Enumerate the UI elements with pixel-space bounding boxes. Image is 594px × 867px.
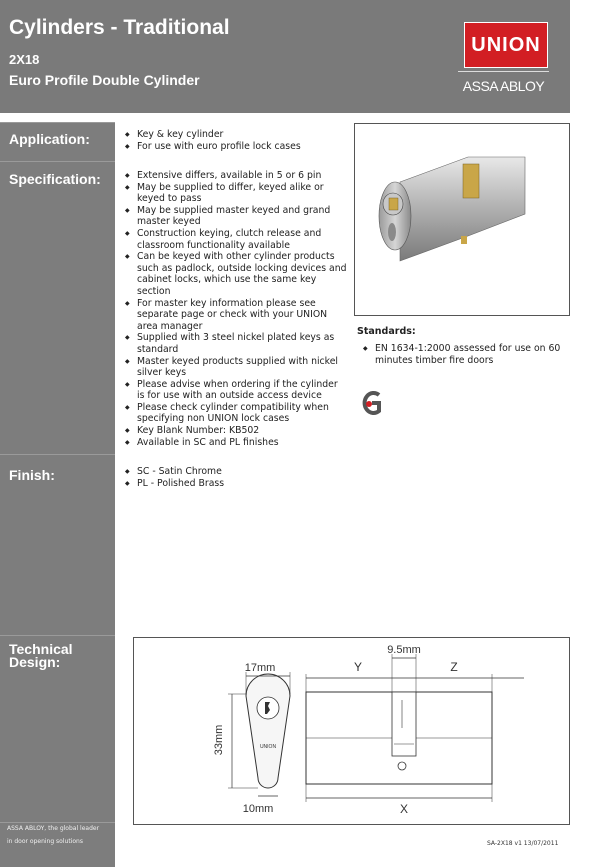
dim-y: Y [353, 660, 363, 674]
dimension-drawing [134, 638, 569, 824]
list-item: ◆ For master key information please see separate page or check with your UNION area manager [123, 298, 348, 333]
dim-17mm: 17mm [244, 662, 276, 674]
list-item: ◆ Available in SC and PL finishes [123, 437, 348, 449]
face-text: UNION [259, 744, 277, 750]
logo-text: UNION [471, 33, 541, 56]
product-photo [354, 123, 570, 316]
list-item: ◆ Please check cylinder compatibility when specifying non UNION lock cases [123, 402, 348, 425]
union-logo [464, 22, 548, 68]
product-code: 2X18 [9, 52, 40, 67]
page-title: Cylinders - Traditional [9, 16, 230, 39]
section-divider [0, 122, 115, 123]
product-subtitle: Euro Profile Double Cylinder [9, 72, 200, 88]
section-divider [0, 822, 115, 823]
sidebar [0, 122, 115, 867]
list-item: ◆ EN 1634-1:2000 assessed for use on 60 minutes timber fire doors [361, 343, 566, 366]
dim-10mm: 10mm [242, 803, 274, 815]
section-divider [0, 161, 115, 162]
application-label: Application: [9, 131, 90, 147]
list-item: ◆ For use with euro profile lock cases [123, 141, 348, 153]
dim-x: X [399, 802, 409, 816]
assa-abloy-logo: ASSA ABLOY [462, 78, 545, 94]
dim-33mm: 33mm [213, 724, 225, 756]
finish-label: Finish: [9, 467, 55, 483]
specification-list [123, 170, 348, 448]
list-item: ◆ SC - Satin Chrome [123, 466, 348, 478]
list-item: ◆ Construction keying, clutch release and classroom functionality available [123, 228, 348, 251]
list-item: ◆ May be supplied to differ, keyed alike or keyed to pass [123, 182, 348, 205]
logo-divider [458, 71, 549, 72]
list-item: ◆ Master keyed products supplied with nickel silver keys [123, 356, 348, 379]
g-5-year-guarantee-icon [361, 389, 381, 417]
technical-design-label: Technical Design: [9, 641, 73, 670]
technical-diagram [133, 637, 570, 825]
footer-tagline-2: in door opening solutions [7, 838, 83, 845]
page-header [0, 0, 570, 113]
document-reference: SA-2X18 v1 13/07/2011 [487, 840, 559, 847]
list-item: ◆ Key Blank Number: KB502 [123, 425, 348, 437]
specification-label: Specification: [9, 171, 101, 187]
list-item: ◆ Key & key cylinder [123, 129, 348, 141]
list-item: ◆ Can be keyed with other cylinder products such as padlock, outside locking devices and cabinet locks, which use the same key section [123, 251, 348, 297]
standards-title: Standards: [357, 326, 416, 337]
finish-list [123, 466, 348, 489]
dim-z: Z [450, 660, 458, 674]
list-item: ◆ May be supplied master keyed and grand master keyed [123, 205, 348, 228]
cylinder-illustration [355, 124, 569, 315]
section-divider [0, 454, 115, 455]
list-item: ◆ Supplied with 3 steel nickel plated keys as standard [123, 332, 348, 355]
list-item: ◆ Please advise when ordering if the cylinder is for use with an outside access device [123, 379, 348, 402]
dim-9-5mm: 9.5mm [387, 644, 421, 656]
footer-tagline-1: ASSA ABLOY, the global leader [7, 825, 100, 832]
list-item: ◆ Extensive differs, available in 5 or 6 pin [123, 170, 348, 182]
application-list [123, 129, 348, 152]
list-item: ◆ PL - Polished Brass [123, 478, 348, 490]
standards-list [361, 343, 566, 366]
section-divider [0, 635, 115, 636]
